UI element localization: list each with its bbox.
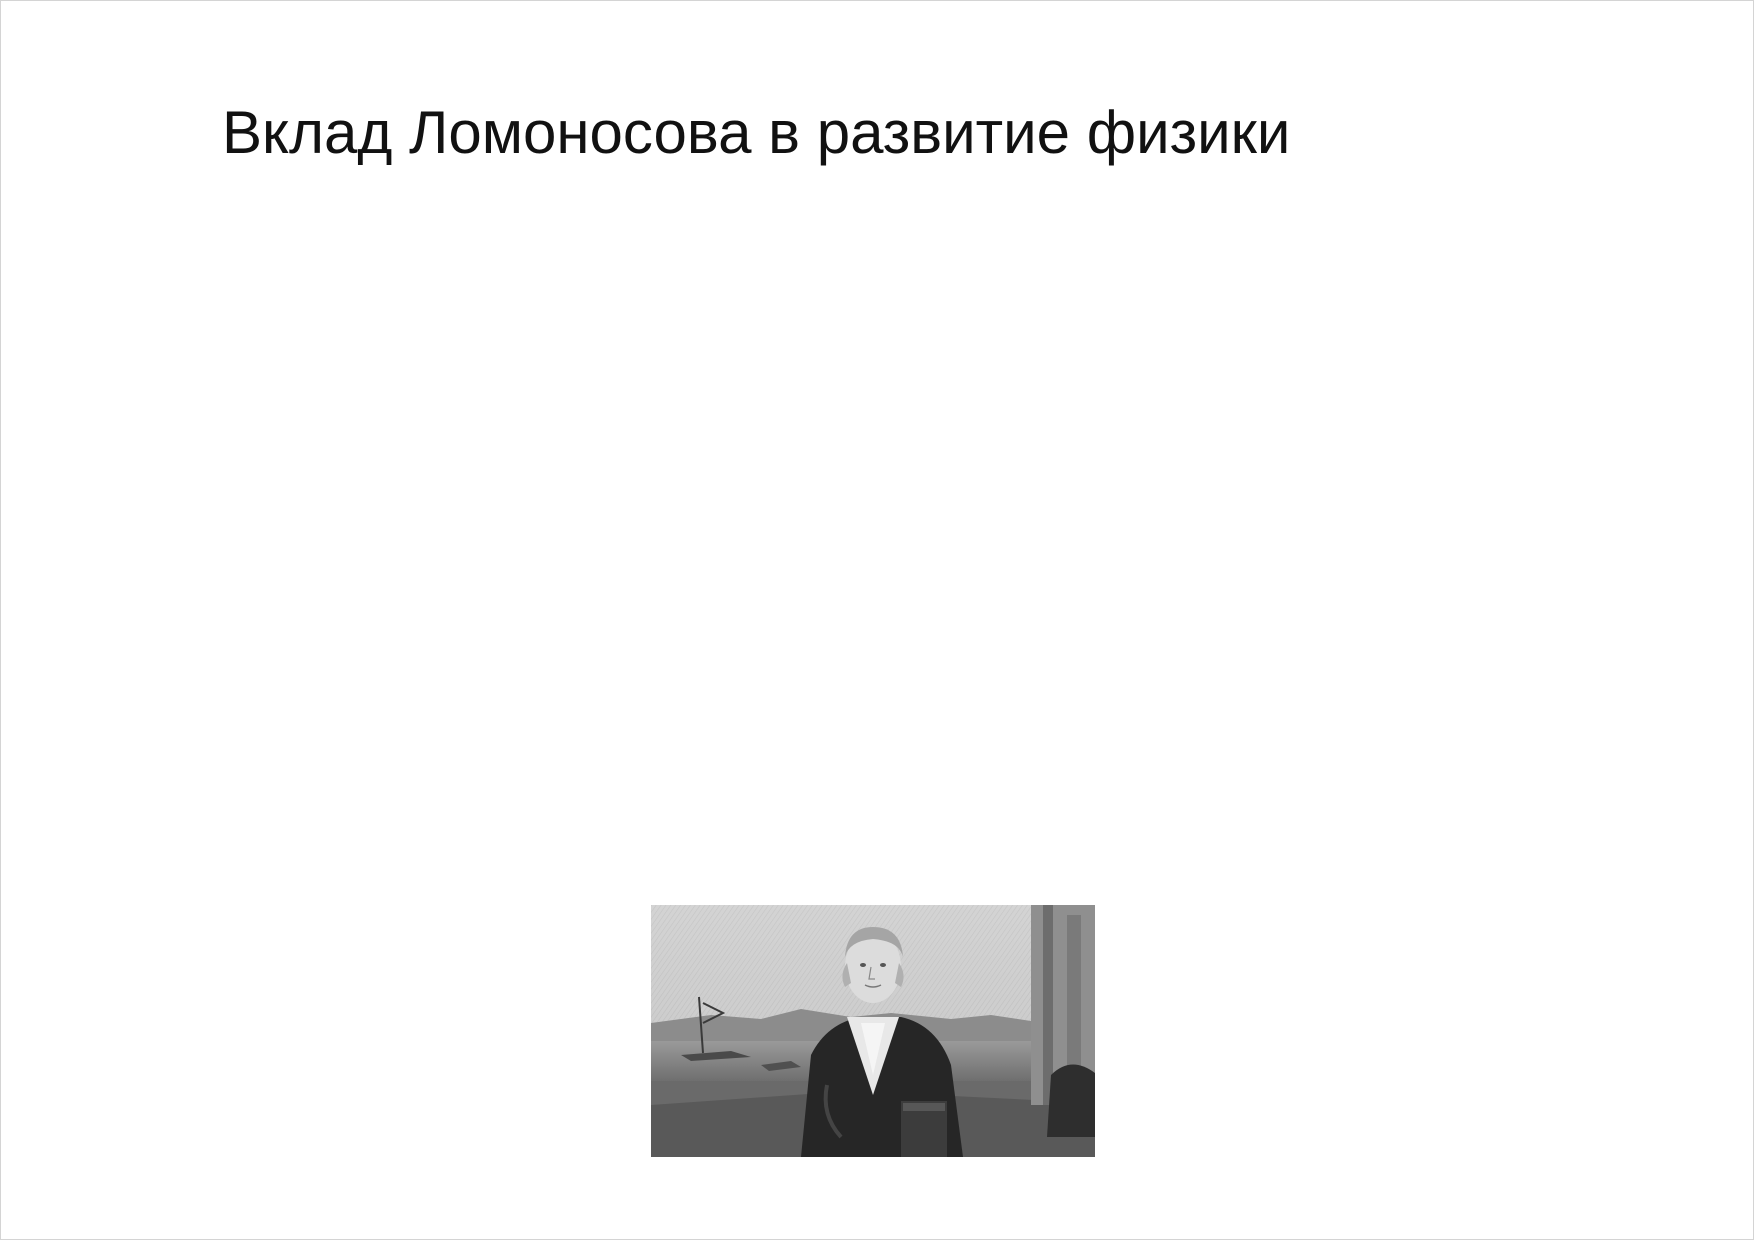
slide-title: Вклад Ломоносова в развитие физики (222, 99, 1291, 166)
lomonosov-portrait (651, 905, 1095, 1157)
left-accent-bar (100, 294, 118, 1166)
title-accent-rule (215, 76, 1657, 91)
portrait-engraving (651, 905, 1095, 1157)
